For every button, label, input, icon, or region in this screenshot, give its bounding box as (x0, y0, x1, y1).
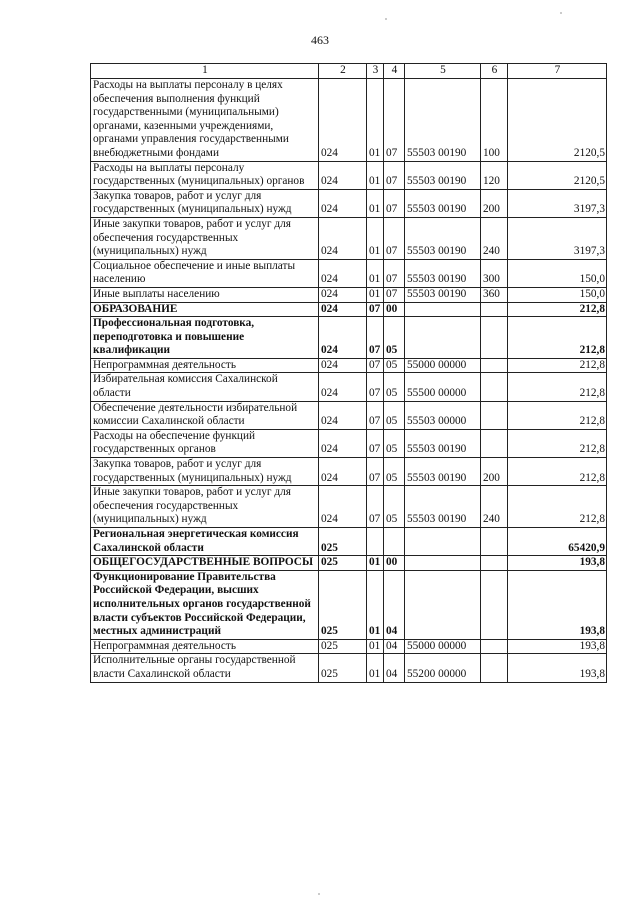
row-label-cell: Функционирование Правительства Российской Федерации, высших исполнительных органов государственной власти субъектов Российской Федерации, местных администраций (91, 570, 319, 639)
row-value-cell: 01 (367, 259, 384, 287)
row-value-cell: 07 (367, 302, 384, 317)
row-value-cell: 212,8 (508, 358, 607, 373)
row-value-cell: 07 (367, 458, 384, 486)
row-value-cell: 024 (319, 259, 367, 287)
row-label-cell: Расходы на обеспечение функций государственных органов (91, 429, 319, 457)
row-label-cell: Иные выплаты населению (91, 287, 319, 302)
scan-speck (318, 893, 320, 895)
row-label-cell: Региональная энергетическая комиссия Сахалинской области (91, 528, 319, 556)
row-value-cell: 07 (367, 486, 384, 528)
row-value-cell: 024 (319, 373, 367, 401)
row-value-cell: 55503 00190 (405, 217, 481, 259)
row-label-cell: Закупка товаров, работ и услуг для государственных (муниципальных) нужд (91, 458, 319, 486)
table-row (91, 373, 607, 401)
row-value-cell: 01 (367, 79, 384, 162)
row-value-cell: 01 (367, 161, 384, 189)
row-value-cell (405, 556, 481, 571)
row-value-cell (481, 639, 508, 654)
header-cell: 6 (481, 64, 508, 79)
row-value-cell: 07 (367, 373, 384, 401)
row-value-cell (367, 528, 384, 556)
row-label-cell: ОБРАЗОВАНИЕ (91, 302, 319, 317)
table-row (91, 161, 607, 189)
row-value-cell (481, 570, 508, 639)
row-value-cell: 2120,5 (508, 79, 607, 162)
row-value-cell: 150,0 (508, 259, 607, 287)
table-row (91, 556, 607, 571)
row-value-cell: 240 (481, 217, 508, 259)
row-value-cell (481, 528, 508, 556)
row-value-cell: 024 (319, 161, 367, 189)
row-value-cell: 01 (367, 639, 384, 654)
row-value-cell: 212,8 (508, 429, 607, 457)
table-header-row (91, 64, 607, 79)
row-label-cell: Социальное обеспечение и иные выплаты населению (91, 259, 319, 287)
row-value-cell: 55503 00190 (405, 161, 481, 189)
row-value-cell: 3197,3 (508, 189, 607, 217)
header-cell: 1 (91, 64, 319, 79)
row-value-cell: 55503 00190 (405, 259, 481, 287)
row-value-cell: 55503 00190 (405, 458, 481, 486)
row-value-cell: 07 (367, 317, 384, 359)
table-row (91, 287, 607, 302)
row-value-cell: 212,8 (508, 401, 607, 429)
row-value-cell: 025 (319, 654, 367, 682)
row-value-cell: 024 (319, 317, 367, 359)
row-value-cell: 193,8 (508, 556, 607, 571)
row-value-cell: 55000 00000 (405, 358, 481, 373)
row-value-cell (481, 654, 508, 682)
row-label-cell: Непрограммная деятельность (91, 358, 319, 373)
row-value-cell: 120 (481, 161, 508, 189)
row-value-cell (405, 528, 481, 556)
page-number: 463 (311, 33, 329, 47)
row-value-cell: 55503 00190 (405, 486, 481, 528)
row-value-cell: 55503 00190 (405, 79, 481, 162)
table-row (91, 570, 607, 639)
header-cell: 5 (405, 64, 481, 79)
row-value-cell: 05 (384, 458, 405, 486)
row-value-cell: 00 (384, 556, 405, 571)
row-value-cell: 07 (384, 189, 405, 217)
row-value-cell: 024 (319, 486, 367, 528)
row-value-cell: 025 (319, 556, 367, 571)
row-value-cell (405, 570, 481, 639)
row-value-cell (481, 302, 508, 317)
table-row (91, 528, 607, 556)
row-value-cell: 07 (384, 259, 405, 287)
row-value-cell (481, 401, 508, 429)
row-value-cell: 240 (481, 486, 508, 528)
row-value-cell: 01 (367, 654, 384, 682)
row-label-cell: Исполнительные органы государственной власти Сахалинской области (91, 654, 319, 682)
table-row (91, 217, 607, 259)
row-value-cell: 05 (384, 401, 405, 429)
row-value-cell: 200 (481, 458, 508, 486)
row-value-cell (481, 358, 508, 373)
row-value-cell: 024 (319, 401, 367, 429)
row-value-cell: 55503 00000 (405, 401, 481, 429)
header-cell: 3 (367, 64, 384, 79)
table-row (91, 429, 607, 457)
row-value-cell (481, 373, 508, 401)
row-value-cell: 55500 00000 (405, 373, 481, 401)
row-value-cell: 024 (319, 189, 367, 217)
row-value-cell: 01 (367, 570, 384, 639)
row-value-cell: 01 (367, 189, 384, 217)
row-value-cell: 01 (367, 217, 384, 259)
row-label-cell: Обеспечение деятельности избирательной комиссии Сахалинской области (91, 401, 319, 429)
row-label-cell: Иные закупки товаров, работ и услуг для обеспечения государственных (муниципальных) нужд (91, 217, 319, 259)
row-value-cell: 05 (384, 486, 405, 528)
table-row (91, 654, 607, 682)
row-value-cell: 01 (367, 287, 384, 302)
table-row (91, 302, 607, 317)
row-value-cell: 55200 00000 (405, 654, 481, 682)
row-value-cell: 55000 00000 (405, 639, 481, 654)
row-value-cell: 07 (367, 401, 384, 429)
row-value-cell: 200 (481, 189, 508, 217)
row-value-cell: 3197,3 (508, 217, 607, 259)
row-value-cell: 05 (384, 358, 405, 373)
row-value-cell: 212,8 (508, 302, 607, 317)
table-row (91, 401, 607, 429)
row-label-cell: Избирательная комиссия Сахалинской области (91, 373, 319, 401)
row-value-cell: 025 (319, 528, 367, 556)
row-value-cell (405, 317, 481, 359)
scan-speck (385, 18, 387, 20)
row-value-cell: 193,8 (508, 570, 607, 639)
row-value-cell: 55503 00190 (405, 287, 481, 302)
row-label-cell: Расходы на выплаты персоналу в целях обеспечения выполнения функций государственными (муниципальными) органами, казенными учреждениями, органами управления государственными внебюджетными фондами (91, 79, 319, 162)
row-value-cell: 024 (319, 79, 367, 162)
row-label-cell: Иные закупки товаров, работ и услуг для обеспечения государственных (муниципальных) нужд (91, 486, 319, 528)
row-value-cell: 07 (384, 287, 405, 302)
row-value-cell: 150,0 (508, 287, 607, 302)
row-value-cell: 300 (481, 259, 508, 287)
row-value-cell: 024 (319, 429, 367, 457)
table-row (91, 259, 607, 287)
table-row (91, 639, 607, 654)
table-row (91, 79, 607, 162)
row-value-cell: 212,8 (508, 486, 607, 528)
row-value-cell: 360 (481, 287, 508, 302)
row-value-cell: 04 (384, 639, 405, 654)
row-value-cell: 025 (319, 639, 367, 654)
row-value-cell: 01 (367, 556, 384, 571)
table-row (91, 486, 607, 528)
row-value-cell: 07 (367, 429, 384, 457)
row-value-cell: 2120,5 (508, 161, 607, 189)
row-label-cell: Расходы на выплаты персоналу государственных (муниципальных) органов (91, 161, 319, 189)
table-row (91, 358, 607, 373)
row-value-cell: 193,8 (508, 654, 607, 682)
row-value-cell: 07 (367, 358, 384, 373)
row-label-cell: Профессиональная подготовка, переподготовка и повышение квалификации (91, 317, 319, 359)
row-value-cell: 05 (384, 429, 405, 457)
table-row (91, 458, 607, 486)
row-value-cell: 025 (319, 570, 367, 639)
table-row (91, 189, 607, 217)
row-value-cell: 04 (384, 654, 405, 682)
row-value-cell: 193,8 (508, 639, 607, 654)
row-value-cell: 05 (384, 373, 405, 401)
row-value-cell: 65420,9 (508, 528, 607, 556)
row-value-cell: 100 (481, 79, 508, 162)
header-cell: 4 (384, 64, 405, 79)
row-value-cell: 07 (384, 217, 405, 259)
row-value-cell: 55503 00190 (405, 189, 481, 217)
header-cell: 7 (508, 64, 607, 79)
budget-table (90, 63, 607, 683)
row-value-cell: 07 (384, 161, 405, 189)
row-value-cell (481, 429, 508, 457)
row-value-cell: 00 (384, 302, 405, 317)
row-value-cell: 55503 00190 (405, 429, 481, 457)
row-value-cell: 212,8 (508, 317, 607, 359)
row-value-cell: 07 (384, 79, 405, 162)
table-row (91, 317, 607, 359)
row-value-cell: 05 (384, 317, 405, 359)
row-value-cell: 024 (319, 358, 367, 373)
row-value-cell (481, 317, 508, 359)
row-value-cell (405, 302, 481, 317)
row-label-cell: Закупка товаров, работ и услуг для государственных (муниципальных) нужд (91, 189, 319, 217)
row-label-cell: Непрограммная деятельность (91, 639, 319, 654)
row-value-cell: 024 (319, 217, 367, 259)
row-value-cell: 024 (319, 458, 367, 486)
header-cell: 2 (319, 64, 367, 79)
scan-speck (560, 12, 562, 14)
row-value-cell: 04 (384, 570, 405, 639)
row-value-cell: 024 (319, 287, 367, 302)
row-value-cell: 212,8 (508, 373, 607, 401)
row-value-cell (384, 528, 405, 556)
row-value-cell: 212,8 (508, 458, 607, 486)
row-value-cell: 024 (319, 302, 367, 317)
row-label-cell: ОБЩЕГОСУДАРСТВЕННЫЕ ВОПРОСЫ (91, 556, 319, 571)
row-value-cell (481, 556, 508, 571)
